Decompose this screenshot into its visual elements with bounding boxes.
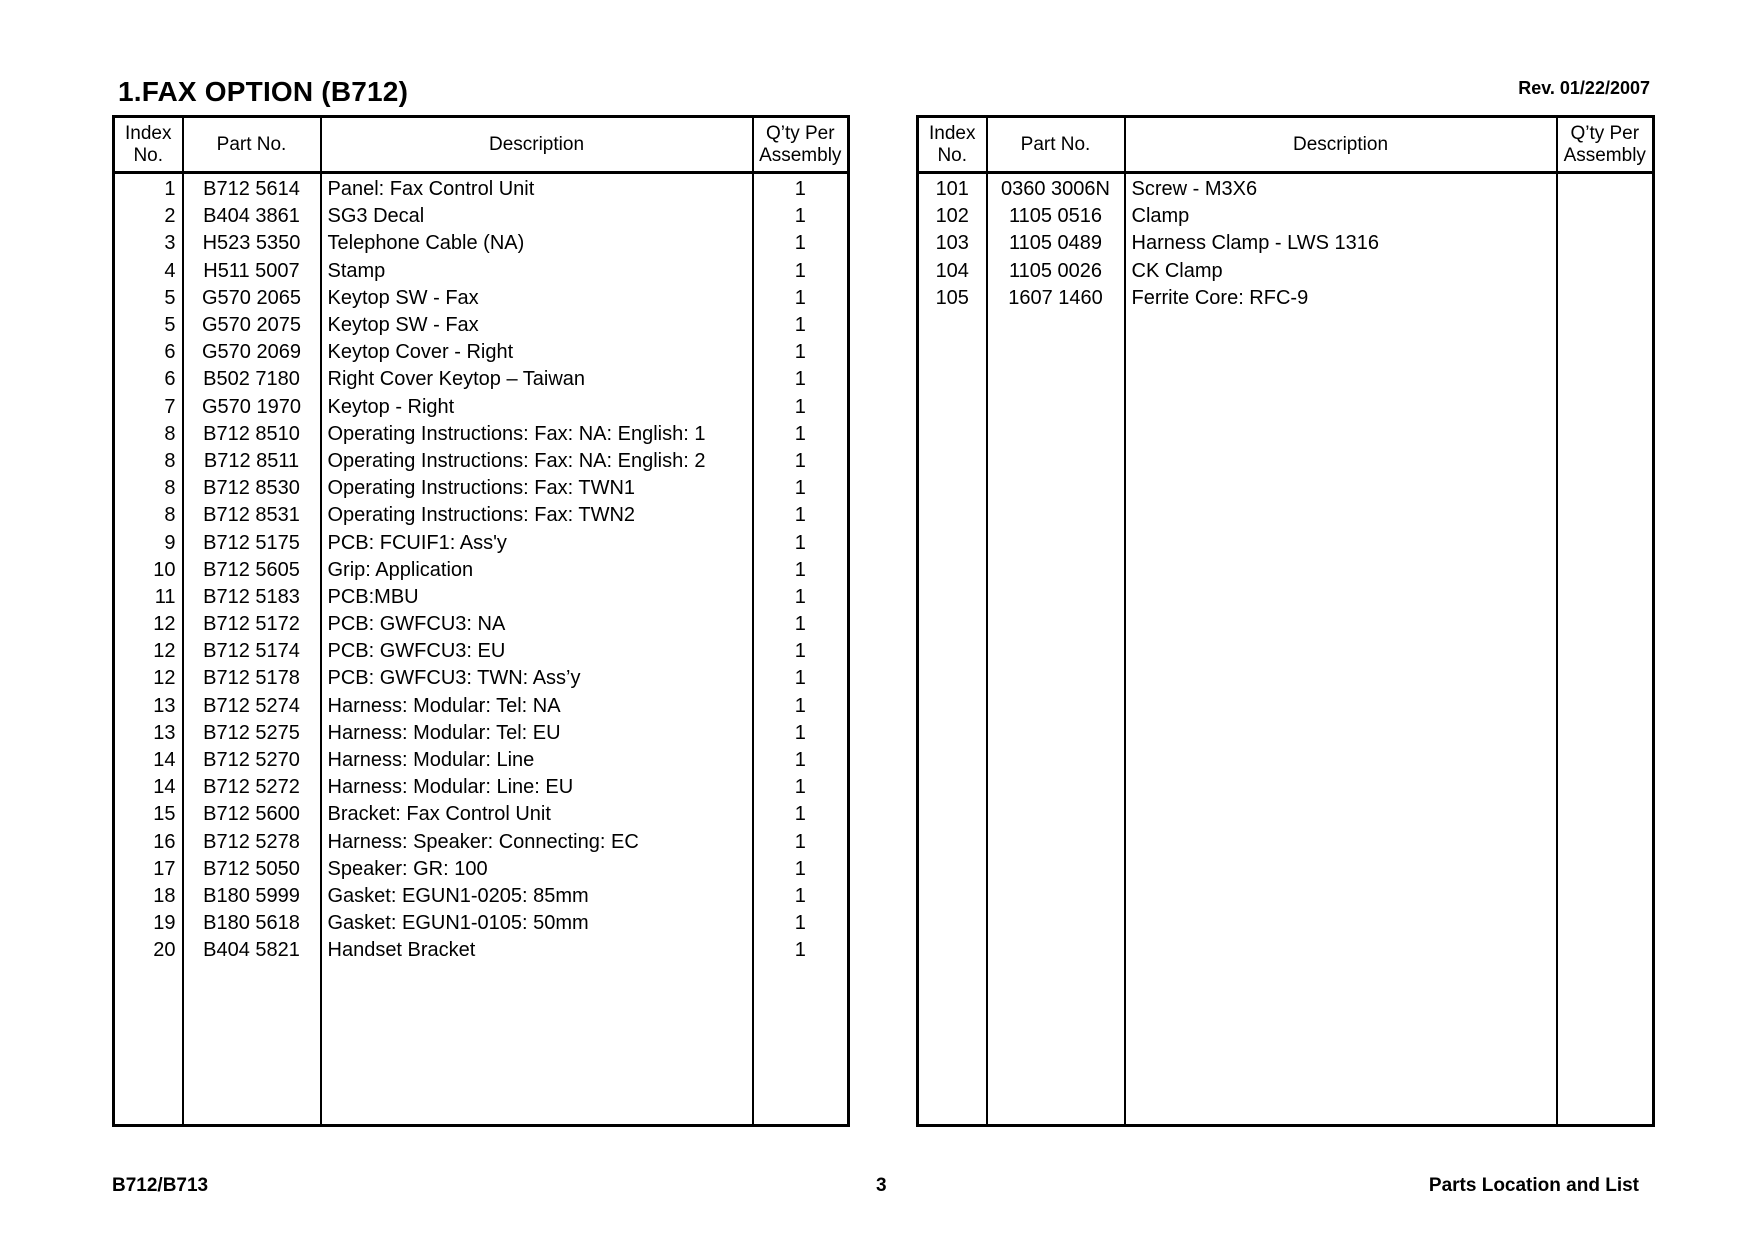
quantity-cell: 1 [753,421,849,448]
empty-cell [183,964,321,1125]
part-no-column-header: Part No. [987,117,1125,173]
index-cell: 14 [114,774,183,801]
description-cell: Grip: Application [321,557,753,584]
part-number-cell: B712 5175 [183,529,321,556]
table-row [114,883,849,910]
description-cell: Bracket: Fax Control Unit [321,801,753,828]
quantity-cell [1557,285,1654,312]
part-number-cell: B712 5183 [183,584,321,611]
table-row [918,230,1654,257]
table-row [114,856,849,883]
part-number-cell: B712 5172 [183,611,321,638]
table-row [114,502,849,529]
index-column-header: Index No. [918,117,987,173]
part-number-cell: B404 3861 [183,203,321,230]
part-number-cell: 1607 1460 [987,285,1125,312]
description-cell: Harness: Modular: Tel: EU [321,720,753,747]
table-row [114,312,849,339]
description-cell: Harness: Modular: Line [321,747,753,774]
description-cell: Handset Bracket [321,937,753,964]
part-number-cell: B712 8530 [183,475,321,502]
description-cell: Gasket: EGUN1-0205: 85mm [321,883,753,910]
empty-cell [1125,312,1557,1126]
footer-page-number: 3 [876,1175,887,1196]
quantity-cell: 1 [753,529,849,556]
table-row [114,475,849,502]
part-number-cell: B502 7180 [183,366,321,393]
quantity-cell: 1 [753,611,849,638]
quantity-cell: 1 [753,502,849,529]
part-number-cell: B712 5600 [183,801,321,828]
part-number-cell: B712 5272 [183,774,321,801]
description-cell: Harness: Speaker: Connecting: EC [321,829,753,856]
index-cell: 5 [114,285,183,312]
part-number-cell: B712 5275 [183,720,321,747]
table-row [918,258,1654,285]
table-row [114,611,849,638]
empty-filler-row [114,964,849,1125]
part-number-cell: B712 5050 [183,856,321,883]
index-cell: 13 [114,720,183,747]
revision-date: Rev. 01/22/2007 [1518,78,1650,98]
part-number-cell: B712 5274 [183,693,321,720]
index-cell: 20 [114,937,183,964]
empty-cell [114,964,183,1125]
description-column-header: Description [1125,117,1557,173]
empty-filler-row [918,312,1654,1126]
index-cell: 11 [114,584,183,611]
quantity-cell: 1 [753,203,849,230]
description-cell: Harness: Modular: Tel: NA [321,693,753,720]
table-row [114,910,849,937]
table-row [114,173,849,204]
part-number-cell: B180 5999 [183,883,321,910]
table-row [918,285,1654,312]
quantity-cell: 1 [753,448,849,475]
quantity-cell: 1 [753,856,849,883]
description-cell: Keytop Cover - Right [321,339,753,366]
part-number-cell: B712 5178 [183,665,321,692]
qty-column-header: Q’ty Per Assembly [1557,117,1654,173]
quantity-cell: 1 [753,720,849,747]
quantity-cell: 1 [753,394,849,421]
description-cell: PCB: FCUIF1: Ass'y [321,529,753,556]
quantity-cell: 1 [753,230,849,257]
index-cell: 8 [114,448,183,475]
part-number-cell: H523 5350 [183,230,321,257]
index-cell: 3 [114,230,183,257]
part-number-cell: B712 8511 [183,448,321,475]
index-cell: 14 [114,747,183,774]
index-cell: 4 [114,258,183,285]
table-row [114,230,849,257]
right-table-header-row [918,117,1654,173]
table-row [114,421,849,448]
table-row [114,829,849,856]
quantity-cell: 1 [753,285,849,312]
right-parts-table [916,115,1655,1127]
quantity-cell: 1 [753,638,849,665]
quantity-cell: 1 [753,557,849,584]
table-row [114,529,849,556]
index-cell: 19 [114,910,183,937]
index-cell: 105 [918,285,987,312]
index-cell: 13 [114,693,183,720]
description-cell: Clamp [1125,203,1557,230]
index-cell: 15 [114,801,183,828]
table-row [114,665,849,692]
description-cell: Operating Instructions: Fax: NA: English: 2 [321,448,753,475]
quantity-cell: 1 [753,366,849,393]
quantity-cell: 1 [753,883,849,910]
index-cell: 102 [918,203,987,230]
index-cell: 10 [114,557,183,584]
index-column-header: Index No. [114,117,183,173]
part-number-cell: B712 5614 [183,173,321,204]
table-row [114,285,849,312]
description-cell: PCB: GWFCU3: TWN: Ass’y [321,665,753,692]
table-row [114,584,849,611]
quantity-cell: 1 [753,747,849,774]
part-number-cell: 1105 0516 [987,203,1125,230]
table-row [114,394,849,421]
left-parts-table [112,115,850,1127]
table-row [918,173,1654,204]
description-cell: Harness Clamp - LWS 1316 [1125,230,1557,257]
left-table-header-row [114,117,849,173]
part-number-cell: 1105 0026 [987,258,1125,285]
table-row [114,448,849,475]
quantity-cell: 1 [753,910,849,937]
part-number-cell: B712 5174 [183,638,321,665]
description-cell: Panel: Fax Control Unit [321,173,753,204]
empty-cell [1557,312,1654,1126]
part-number-cell: B712 5270 [183,747,321,774]
empty-cell [987,312,1125,1126]
quantity-cell: 1 [753,937,849,964]
quantity-cell [1557,230,1654,257]
part-number-cell: G570 2069 [183,339,321,366]
index-cell: 8 [114,421,183,448]
description-cell: Speaker: GR: 100 [321,856,753,883]
empty-cell [321,964,753,1125]
part-number-cell: B712 8510 [183,421,321,448]
description-cell: PCB: GWFCU3: NA [321,611,753,638]
description-cell: Stamp [321,258,753,285]
index-cell: 2 [114,203,183,230]
index-cell: 6 [114,366,183,393]
table-row [114,774,849,801]
index-cell: 8 [114,502,183,529]
part-number-cell: G570 1970 [183,394,321,421]
footer-model: B712/B713 [112,1175,209,1196]
table-row [114,557,849,584]
quantity-cell [1557,203,1654,230]
description-cell: Screw - M3X6 [1125,173,1557,204]
qty-column-header: Q’ty Per Assembly [753,117,849,173]
part-number-cell: 1105 0489 [987,230,1125,257]
table-row [114,747,849,774]
part-number-cell: B404 5821 [183,937,321,964]
part-number-cell: G570 2065 [183,285,321,312]
quantity-cell: 1 [753,693,849,720]
quantity-cell [1557,173,1654,204]
quantity-cell: 1 [753,339,849,366]
description-cell: Gasket: EGUN1-0105: 50mm [321,910,753,937]
index-cell: 5 [114,312,183,339]
quantity-cell: 1 [753,829,849,856]
part-no-column-header: Part No. [183,117,321,173]
quantity-cell: 1 [753,774,849,801]
table-row [114,366,849,393]
index-cell: 17 [114,856,183,883]
index-cell: 7 [114,394,183,421]
table-row [114,693,849,720]
description-cell: Operating Instructions: Fax: TWN2 [321,502,753,529]
quantity-cell: 1 [753,475,849,502]
index-cell: 12 [114,611,183,638]
table-row [114,801,849,828]
part-number-cell: B180 5618 [183,910,321,937]
quantity-cell [1557,258,1654,285]
page-title: 1.FAX OPTION (B712) [118,76,409,107]
index-cell: 9 [114,529,183,556]
table-row [114,720,849,747]
right-table-body [918,173,1654,1126]
table-row [918,203,1654,230]
description-cell: PCB:MBU [321,584,753,611]
index-cell: 6 [114,339,183,366]
index-cell: 1 [114,173,183,204]
quantity-cell: 1 [753,312,849,339]
quantity-cell: 1 [753,258,849,285]
footer-section: Parts Location and List [1428,1175,1639,1196]
table-row [114,203,849,230]
description-cell: Keytop SW - Fax [321,312,753,339]
part-number-cell: 0360 3006N [987,173,1125,204]
table-row [114,937,849,964]
empty-cell [753,964,849,1125]
quantity-cell: 1 [753,173,849,204]
empty-cell [918,312,987,1126]
table-row [114,339,849,366]
index-cell: 8 [114,475,183,502]
description-column-header: Description [321,117,753,173]
description-cell: Keytop SW - Fax [321,285,753,312]
index-cell: 103 [918,230,987,257]
index-cell: 101 [918,173,987,204]
table-row [114,638,849,665]
index-cell: 104 [918,258,987,285]
index-cell: 18 [114,883,183,910]
part-number-cell: B712 8531 [183,502,321,529]
part-number-cell: H511 5007 [183,258,321,285]
quantity-cell: 1 [753,584,849,611]
part-number-cell: B712 5278 [183,829,321,856]
description-cell: Operating Instructions: Fax: TWN1 [321,475,753,502]
quantity-cell: 1 [753,801,849,828]
description-cell: Keytop - Right [321,394,753,421]
description-cell: Ferrite Core: RFC-9 [1125,285,1557,312]
index-cell: 12 [114,638,183,665]
part-number-cell: B712 5605 [183,557,321,584]
left-table-body [114,173,849,1126]
description-cell: Harness: Modular: Line: EU [321,774,753,801]
description-cell: PCB: GWFCU3: EU [321,638,753,665]
description-cell: Telephone Cable (NA) [321,230,753,257]
index-cell: 16 [114,829,183,856]
part-number-cell: G570 2075 [183,312,321,339]
quantity-cell: 1 [753,665,849,692]
description-cell: SG3 Decal [321,203,753,230]
description-cell: CK Clamp [1125,258,1557,285]
table-row [114,258,849,285]
description-cell: Right Cover Keytop – Taiwan [321,366,753,393]
index-cell: 12 [114,665,183,692]
description-cell: Operating Instructions: Fax: NA: English: 1 [321,421,753,448]
